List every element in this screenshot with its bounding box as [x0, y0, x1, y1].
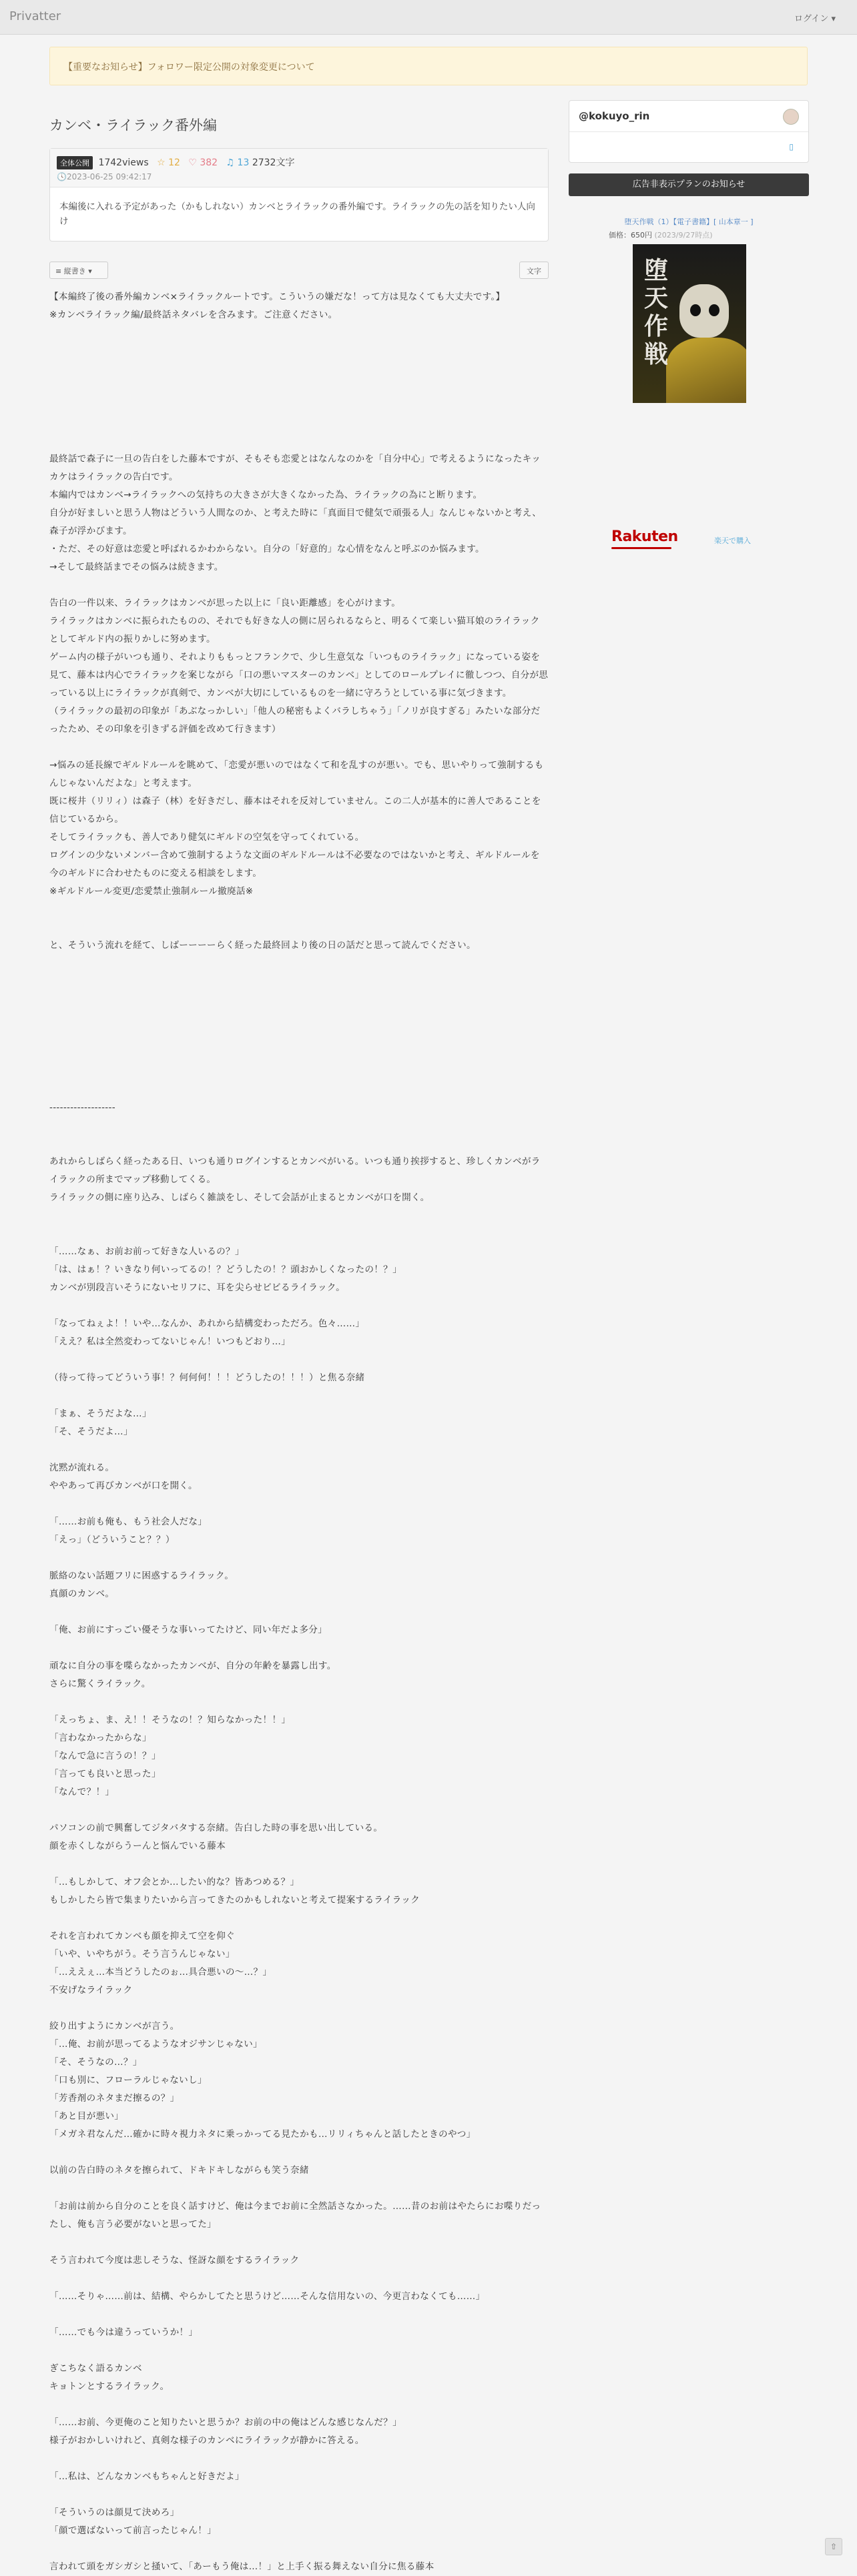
body-paragraph: 「……なぁ、お前お前って好きな人いるの？」 「は、はぁ！？いきなり何いってるの！？どうしたの！？頭おかしくなったの！？」 カンベが別段言いそうにないセリフに、耳を尖らせビビるライラック。	[49, 1246, 402, 1293]
body-paragraph: ぎこちなく語るカンベ キョトンとするライラック。	[49, 2363, 170, 2392]
main-column	[49, 100, 549, 2576]
ad-price-label: 価格：650円	[609, 231, 652, 240]
body-paragraph: 言われて頭をガシガシと掻いて、「あーもう俺は…！」と上手く振る舞えない自分に焦る藤本	[49, 2561, 435, 2572]
ad-book-title[interactable]: 堕天作戦（1）【電子書籍】[ 山本章一 ]	[624, 218, 754, 226]
user-card	[569, 100, 809, 163]
body-paragraph: 「……でも今は違うっていうか！」	[49, 2327, 198, 2338]
heart-count[interactable]: ♡ 382	[188, 157, 218, 168]
body-paragraph: 「……お前も俺も、もう社会人だな」 「えっ」（どういうこと？？）	[49, 1517, 208, 1545]
divider	[569, 131, 808, 132]
post-description: 本編後に入れる予定があった（かもしれない）カンベとライラックの番外編です。ライラックの先の話を知りたい人向け	[59, 201, 535, 227]
body-paragraph: -------------------	[49, 1102, 115, 1113]
scroll-top-button[interactable]: ⇧	[825, 2538, 842, 2555]
important-notice[interactable]: 【重要なお知らせ】フォロワー限定公開の対象変更について	[49, 47, 808, 85]
avatar[interactable]	[783, 109, 799, 125]
sidebar	[569, 100, 809, 576]
post-title: カンベ・ライラック番外編	[49, 117, 217, 133]
body-paragraph: そう言われて今度は悲しそうな、怪訝な顔をするライラック	[49, 2255, 300, 2266]
body-paragraph: 「…私は、どんなカンベもちゃんと好きだよ」	[49, 2471, 244, 2482]
body-paragraph: 「まぁ、そうだよな…」 「そ、そうだよ…」	[49, 1408, 152, 1437]
ad-price-date: (2023/9/27時点)	[654, 231, 713, 240]
rakuten-logo-underline	[611, 547, 671, 549]
body-paragraph: それを言われてカンベも顔を抑えて空を仰ぐ 「いや、いやちがう。そう言うんじゃない」 「…ええぇ…本当どうしたのぉ…具合悪いの〜…？」 不安げなライラック	[49, 1931, 272, 1996]
body-paragraph: 【本編終了後の番外編カンベ×ライラックルートです。こういうの嫌だな！って方は見なくても大丈夫です。】 ※カンベライラック編/最終話ネタバレを含みます。ご注意ください。	[49, 292, 505, 320]
rakuten-logo[interactable]: Rakuten	[611, 528, 678, 545]
body-paragraph: 以前の告白時のネタを擦られて、ドキドキしながらも笑う奈緒	[49, 2165, 309, 2176]
views-count: 1742views	[98, 157, 149, 168]
toolbar	[49, 262, 549, 280]
visibility-badge: 全体公開	[57, 156, 93, 169]
body-paragraph: パソコンの前で興奮してジタバタする奈緒。告白した時の事を思い出している。 顔を赤くしながらうーんと悩んでいる藤本	[49, 1823, 383, 1851]
body-paragraph: 告白の一件以来、ライラックはカンベが思った以上に「良い距離感」を心がけます。 ライラックはカンベに振られたものの、それでも好きな人の側に居られるならと、明るくて楽しい猫耳娘のライラックとしてギルド内の振りかしに努めます。 ゲーム内の様子がいつも通り、それよりももっとフランクで、少し生意気な「いつものライラック」になっている姿を見て、藤本は内心でライラックを案じながら「口の悪いマスターのカンベ」としてのロールプレイに徹しつつ、自分が思っている以上にライラックが真剣で、カンベが大切にしているものを一緒に守ろうとしている事に気づきます。 （ライラックの最初の印象が「あぶなっかしい」「他人の秘密もよくバラしちゃう」「ノリが良すぎる」みたいな部分だったため、その印象を引きずる評価を改めて行きます）	[49, 598, 549, 735]
body-paragraph	[49, 1117, 549, 1153]
ad-price	[609, 230, 809, 240]
post-meta-header	[50, 149, 548, 187]
body-paragraph	[49, 955, 549, 1099]
body-paragraph: 「そういうのは顔見て決めろ」 「顔で選ばないって前言ったじゃん！」	[49, 2507, 217, 2536]
body-paragraph: 「……お前、今更俺のこと知りたいと思うか？お前の中の俺はどんな感じなんだ？」 様子がおかしいけれど、真剣な様子のカンベにライラックが静かに答える。	[49, 2417, 402, 2446]
body-paragraph: 「えっちょ、ま、え！！そうなの！？知らなかった！！」 「言わなかったからな」 「なんで急に言うの！？」 「言っても良いと思った」 「なんで？！」	[49, 1715, 291, 1797]
body-paragraph: と、そういう流れを経て、しばーーーーらく経った最終回より後の日の話だと思って読んでください。	[49, 940, 476, 951]
brand-logo[interactable]: Privatter	[9, 9, 61, 23]
book-cover-skull	[679, 284, 729, 338]
user-link-icon[interactable]: ▯	[789, 142, 794, 151]
ad-free-plan-button[interactable]: 広告非表示プランのお知らせ	[569, 173, 809, 196]
body-paragraph	[49, 324, 549, 450]
navbar	[0, 0, 857, 35]
skull-eye	[709, 304, 720, 316]
body-paragraph: あれからしばらく経ったある日、いつも通りログインするとカンベがいる。いつも通り挨拶すると、珍しくカンベがライラックの所までマップ移動してくる。 ライラックの側に座り込み、しばらく雑談をし、そして会話が止まるとカンベが口を開く。	[49, 1156, 541, 1203]
body-paragraph: 沈黙が流れる。 ややあって再びカンベが口を開く。	[49, 1462, 198, 1491]
body-paragraph: 「…もしかして、オフ会とか…したい的な？皆あつめる？」 もしかしたら皆で集まりたいから言ってきたのかもしれないと考えて提案するライラック	[49, 1877, 420, 1905]
body-paragraph: （待って待ってどういう事！？何何何！！！どうしたの！！！）と焦る奈緒	[49, 1372, 365, 1383]
body-paragraph: 最終話で森子に一旦の告白をした藤本ですが、そもそも恋愛とはなんなのかを「自分中心」で考えるようになったキッカケはライラックの告白です。 本編内ではカンベ→ライラックへの気持ちの大きさが大きくなかった為、ライラックの為にと断ります。 自分が好ましいと思う人物はどういう人間なのか、と考えた時に「真面目で健気で頑張る人」なんじゃないかと考え、森子が浮かびます。 ・ただ、その好意は恋愛と呼ばれるかわからない。自分の「好意的」な心情をなんと呼ぶのか悩みます。 →そして最終話までその悩みは続きます。	[49, 454, 542, 572]
skull-eye	[690, 304, 701, 316]
body-paragraph: 「……そりゃ……前は、結構、やらかしてたと思うけど……そんな信用ないの、今更言わなくても……」	[49, 2291, 485, 2302]
username[interactable]: @kokuyo_rin	[579, 110, 650, 122]
body-paragraph: →悩みの延長線でギルドルールを眺めて、「恋愛が悪いのではなくて和を乱すのが悪い。でも、思いやりって強制するもんじゃないんだよな」と考えます。 既に桜井（リリィ）は森子（林）を好きだし、藤本はそれを反対していません。この二人が基本的に善人であることを信じているから。 そしてライラックも、善人であり健気にギルドの空気を守ってくれている。 ログインの少ないメンバー含めて強制するような文面のギルドルールは不必要なのではないかと考え、ギルドルールを今のギルドに合わせたものに変える相談をします。 ※ギルドルール変更/恋愛禁止強制ルール撤廃話※	[49, 760, 544, 897]
buy-on-rakuten-link[interactable]: 楽天で購入	[714, 536, 751, 545]
post-meta-box	[49, 148, 549, 242]
book-cover-title: 堕天作戦	[643, 256, 668, 368]
vertical-writing-dropdown[interactable]: ≡ 縦書き ▾	[49, 262, 108, 279]
rakuten-ad	[569, 216, 809, 576]
post-date: 🕓2023-06-25 09:42:17	[57, 172, 152, 181]
post-body	[49, 288, 549, 2576]
body-paragraph: 「お前は前から自分のことを良く話すけど、俺は今までお前に全然話さなかった。……昔のお前はやたらにお喋りだったし、俺も言う必要がないと思ってた」	[49, 2201, 541, 2230]
body-paragraph: 脈絡のない話題フリに困惑するライラック。 真顔のカンベ。	[49, 1571, 234, 1599]
body-paragraph: 頑なに自分の事を喋らなかったカンベが、自分の年齢を暴露し出す。 さらに驚くライラック。	[49, 1661, 336, 1689]
text-size-button[interactable]: 文字	[519, 262, 549, 279]
body-paragraph: 「なってねぇよ！！いや…なんか、あれから結構変わっただろ。色々……」 「ええ？私は全然変わってないじゃん！いつもどおり…」	[49, 1318, 365, 1347]
char-count: 2732文字	[252, 157, 295, 168]
bookmark-count[interactable]: ♫ 13	[226, 157, 250, 168]
body-paragraph: 「俺、お前にすっごい優そうな事いってたけど、同い年だよ多分」	[49, 1625, 327, 1635]
body-paragraph: 絞り出すようにカンベが言う。 「…俺、お前が思ってるようなオジサンじゃない」 「そ、そうなの…？」 「口も別に、フローラルじゃないし」 「芳香剤のネタまだ擦るの？」 「あと目が悪い」 「メガネ君なんだ…確かに時々視力ネタに乗っかってる見たかも…リリィちゃんと話したときのやつ」	[49, 2021, 476, 2140]
star-count[interactable]: ☆ 12	[157, 157, 180, 168]
login-dropdown[interactable]: ログイン ▾	[794, 14, 836, 24]
book-cover-image[interactable]	[633, 244, 746, 403]
